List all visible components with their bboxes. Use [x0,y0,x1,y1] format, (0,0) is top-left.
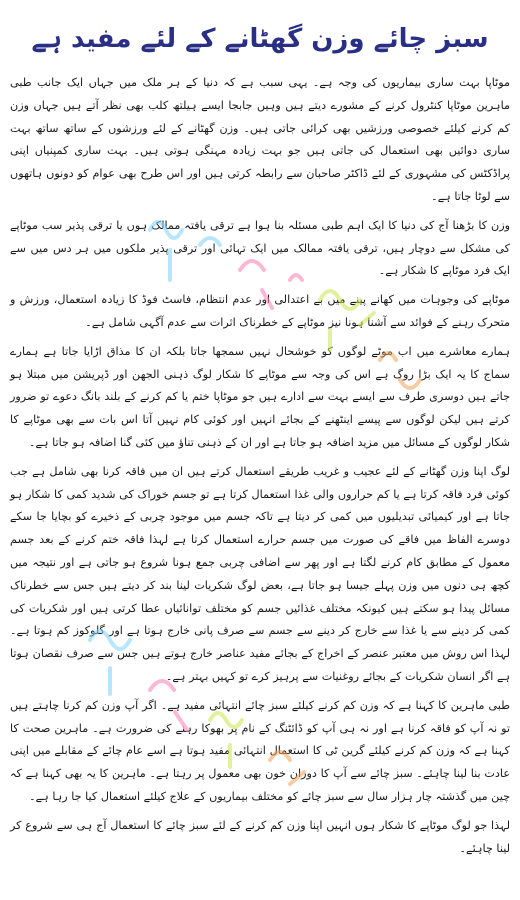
article-paragraph: لوگ اپنا وزن گھٹانے کے لئے عجیب و غریب طریقے استعمال کرتے ہیں ان میں فاقہ کرنا بھی شامل ہے جب کوئی فرد فاقہ کرتا ہے یا کم حراروں والی غذا استعمال کرتا ہے تو جسم خوراک کی شدید کمی کا شکار ہو جاتا ہے اور کیمیائی تبدیلیوں میں کمی کر دیتا ہے تاکہ جسم میں موجود چربی کے ذخیرے کو بچایا جا سکے دوسرے الفاظ میں فاقے کی صورت میں جسم حرارے استعمال کرتا ہے لہذا فاقہ ختم کرنے کے بعد جسم معمول کے مطابق کام کرنے لگتا ہے اور پھر سے اضافی چربی جمع ہونا شروع ہو جاتی ہے اور نتیجہ میں کچھ ہی دنوں میں وزن پہلے جیسا ہو جاتا ہے، بعض لوگ شکریات لینا بند کر دیتے ہیں جس سے خطرناک مسائل پیدا ہو سکتے ہیں کیونکہ مختلف غذائیں جسم کو مختلف توانائیاں عطا کرتی ہیں اور شکریات کی کمی کر دینے سے یا غذا سے خارج کر دینے سے جسم سے صرف پانی خارج ہوتا ہے اور گلوکوز کم ہوتا ہے۔ لہذا اس روش میں معتبر عنصر کے اخراج کے بجائے مفید عناصر خارج ہوتے ہیں جس سے صرف نقصان ہوتا ہے اگر انسان شکریات کے بجائے روغنیات سے پرہیز کرے تو کہیں بہتر ہے۔ [10,464,510,683]
article-paragraph: لہذا جو لوگ موٹاپے کا شکار ہوں انہیں اپنا وزن کم کرنے کے لئے سبز چائے کا استعمال آج ہی سے شروع کر لینا چاہئے۔ [10,818,510,855]
article-paragraph: طبی ماہرین کا کہنا ہے کہ وزن کم کرنے کیلئے سبز چائے انتہائی مفید ہے۔ اگر آپ وزن کم کرنا چاہتے ہیں تو نہ آپ کو فاقہ کرنا ہے اور نہ ہی آپ کو ڈائٹنگ کے نام پر بھوکا رہنے کی ضرورت ہے۔ ماہرین صحت کا کہنا ہے کہ وزن کم کرنے کیلئے گرین ٹی کا استعمال انتہائی مفید ہوتا ہے اسے عام چائے کے مقابلے میں اپنی عادت بنا لینا چاہئے۔ سبز چائے سے آپ کا دوران خون بھی معمول پر رہتا ہے۔ ماہرین کا یہ بھی کہنا ہے کہ چین میں گذشتہ چار ہزار سال سے سبز چائے کو مختلف بیماریوں کے علاج کیلئے استعمال کیا جا رہا ہے۔ [10,698,510,803]
article-paragraph: موٹاپا بہت ساری بیماریوں کی وجہ ہے۔ یہی سبب ہے کہ دنیا کے ہر ملک میں جہاں ایک جانب طبی ماہرین موٹاپا کنٹرول کرنے کے مشورے دیتے ہیں وہیں جابجا ایسے ہیلتھ کلب بھی نظر آتے ہیں جہاں وزن کم کرنے کیلئے خصوصی ورزشیں بھی کرائی جاتی ہیں۔ وزن گھٹانے کے لئے ورزشوں کے ساتھ ساتھ بہت ساری دوائیں بھی استعمال کی جاتی ہیں جو بہت زیادہ مہنگی ہوتی ہیں۔ بہت ساری کمپنیاں اپنی پراڈکٹس کی مشہوری کے لئے ڈاکٹر صاحبان سے رابطہ کرتی ہیں اور اس طرح بھی عوام کو دونوں ہاتھوں سے لوٹا جاتا ہے۔ [10,76,510,203]
article-title: سبز چائے وزن گھٹانے کے لئے مفید ہے [31,24,489,54]
article-paragraph: ہمارے معاشرے میں اب موٹے لوگوں کو خوشحال نہیں سمجھا جاتا بلکہ ان کا مذاق اڑایا جاتا ہے ہمارے سماج کا یہ ایک بڑا روگ ہے اس کی وجہ سے موٹاپے کا شکار لوگ ذہنی الجھن اور ڈپریشن میں مبتلا ہو جاتے ہیں دوسری طرف سے ایسے بہت سے ادارے ہیں جو موٹاپا ختم یا کم کرنے کے بلند بانگ دعوے تو ضرور کرتے ہیں لیکن لوگوں سے پیسے اینٹھنے کے بجائے انہیں اور کوئی کام نہیں آتا اس بات سے بھی موٹاپے کا شکار لوگوں کے مسائل میں مزید اضافہ ہو جاتا ہے اور ان کے ذہنی تناؤ میں کئی گنا اضافہ ہو جاتا ہے۔ [10,344,510,449]
article-paragraph: موٹاپے کی وجوہات میں کھانے پینے میں بے اعتدالی اور عدم انتظام، فاسٹ فوڈ کا زیادہ استعمال، ورزش و متحرک رہنے کے فوائد سے آشنا ہونا نیز موٹاپے کے خطرناک اثرات سے عدم آگہی شامل ہے۔ [10,293,510,329]
article-paragraph: وزن کا بڑھنا آج کی دنیا کا ایک اہم طبی مسئلہ بنا ہوا ہے ترقی یافتہ ممالک ہوں یا ترقی پذیر سب موٹاپے کی مشکل سے دوچار ہیں، ترقی یافتہ ممالک میں ایک تہائی اور ترقی پذیر ملکوں میں ہر دس میں سے ایک فرد موٹاپے کا شکار ہے۔ [10,218,510,278]
article-body [10,72,510,860]
